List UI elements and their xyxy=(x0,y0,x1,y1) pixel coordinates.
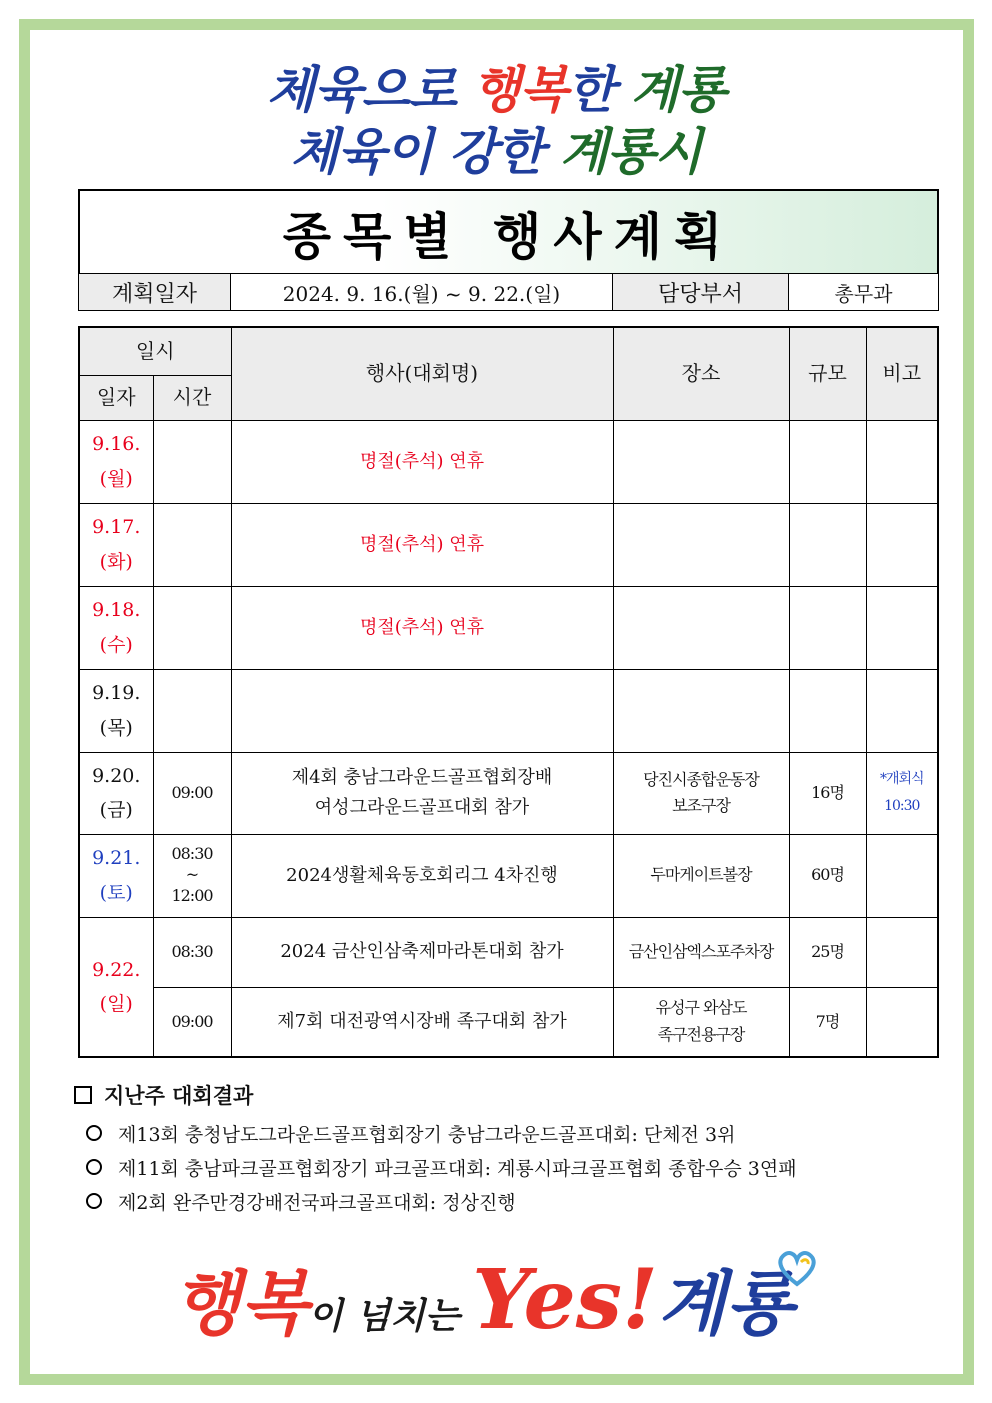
venue-cell xyxy=(613,586,789,669)
slogan-word: 이 강한 xyxy=(384,123,560,181)
venue-cell xyxy=(613,420,789,503)
circle-bullet-icon xyxy=(86,1125,102,1141)
dept-label: 담당부서 xyxy=(613,274,789,311)
circle-bullet-icon xyxy=(86,1193,102,1209)
scale-cell: 60명 xyxy=(789,834,866,917)
result-text: 제11회 충남파크골프협회장기 파크골프대회: 계룡시파크골프협회 종합우승 3연패 xyxy=(118,1157,797,1180)
date-cell xyxy=(79,834,153,917)
date-text: 9.16. xyxy=(92,433,141,456)
time-cell xyxy=(153,669,231,752)
date-text: 9.17. xyxy=(92,516,141,539)
note-cell xyxy=(866,420,938,503)
results-section xyxy=(74,1080,954,1218)
event-cell: 명절(추석) 연휴 xyxy=(231,420,613,503)
checkbox-square-icon xyxy=(74,1086,92,1104)
venue-cell xyxy=(613,752,789,834)
event-cell xyxy=(231,669,613,752)
time-line: ~ xyxy=(185,865,199,885)
event-cell: 2024 금산인삼축제마라톤대회 참가 xyxy=(231,917,613,987)
list-item xyxy=(86,1116,954,1150)
table-row xyxy=(79,834,938,917)
table-row xyxy=(79,752,938,834)
venue-cell xyxy=(613,503,789,586)
date-text: 9.21. xyxy=(92,847,141,870)
footer-logo xyxy=(0,1248,992,1349)
period-label: 계획일자 xyxy=(79,274,231,311)
weekday-text: (목) xyxy=(99,716,133,739)
slogan-word: 계룡시 xyxy=(559,123,702,181)
page-title: 종목별 행사계획 xyxy=(282,207,735,266)
results-heading-text: 지난주 대회결과 xyxy=(104,1084,254,1108)
table-row xyxy=(79,503,938,586)
slogan-word: 한 xyxy=(566,61,631,119)
table-row xyxy=(79,586,938,669)
venue-line: 보조구장 xyxy=(672,796,730,815)
dept-value: 총무과 xyxy=(789,274,939,311)
note-line: 10:30 xyxy=(884,798,920,814)
weekday-text: (금) xyxy=(99,799,133,821)
result-text: 제13회 충청남도그라운드골프협회장기 충남그라운드골프대회: 단체전 3위 xyxy=(118,1123,736,1146)
footer-word: 계룡 xyxy=(657,1263,794,1345)
note-cell xyxy=(866,987,938,1057)
header-venue: 장소 xyxy=(613,327,789,420)
note-cell xyxy=(866,752,938,834)
weekday-text: (월) xyxy=(99,467,133,490)
event-cell: 명절(추석) 연휴 xyxy=(231,503,613,586)
slogan-word: 체육으로 xyxy=(266,61,473,119)
note-cell xyxy=(866,917,938,987)
venue-cell xyxy=(613,987,789,1057)
note-cell xyxy=(866,503,938,586)
event-line: 여성그라운드골프대회 참가 xyxy=(314,797,530,818)
time-cell: 09:00 xyxy=(153,752,231,834)
header-note: 비고 xyxy=(866,327,938,420)
venue-cell xyxy=(613,669,789,752)
weekday-text: (토) xyxy=(99,881,133,904)
slogan-word: 행복 xyxy=(472,61,567,119)
results-heading xyxy=(74,1080,954,1110)
date-text: 9.18. xyxy=(92,599,141,622)
scale-cell: 7명 xyxy=(789,987,866,1057)
period-value: 2024. 9. 16.(월) ~ 9. 22.(일) xyxy=(231,274,613,311)
event-cell: 2024생활체육동호회리그 4차진행 xyxy=(231,834,613,917)
note-cell xyxy=(866,834,938,917)
scale-cell: 16명 xyxy=(789,752,866,834)
event-cell: 제7회 대전광역시장배 족구대회 참가 xyxy=(231,987,613,1057)
slogan-word: 계룡 xyxy=(630,61,726,119)
table-row xyxy=(79,917,938,987)
title-banner xyxy=(78,189,939,274)
date-text: 9.20. xyxy=(92,764,141,787)
slogan-line-2 xyxy=(0,112,992,184)
header-scale: 규모 xyxy=(789,327,866,420)
time-line: 08:30 xyxy=(171,844,213,864)
scale-cell xyxy=(789,420,866,503)
date-text: 9.22. xyxy=(92,958,141,981)
footer-word: Yes! xyxy=(472,1252,658,1348)
scale-cell: 25명 xyxy=(789,917,866,987)
weekday-text: (화) xyxy=(99,550,133,573)
header-date: 일자 xyxy=(79,375,153,420)
table-row xyxy=(79,669,938,752)
venue-line: 유성구 와삼도 xyxy=(655,998,747,1018)
time-cell xyxy=(153,503,231,586)
header-time: 시간 xyxy=(153,375,231,420)
table-row xyxy=(79,987,938,1057)
time-cell xyxy=(153,420,231,503)
venue-cell: 금산인삼엑스포주차장 xyxy=(613,917,789,987)
note-cell xyxy=(866,669,938,752)
venue-line: 당진시종합운동장 xyxy=(643,769,759,789)
date-text: 9.19. xyxy=(92,682,141,705)
venue-line: 족구전용구장 xyxy=(657,1024,745,1044)
schedule-table xyxy=(78,326,939,1058)
time-line: 12:00 xyxy=(171,885,213,905)
header-datetime: 일시 xyxy=(79,327,231,375)
time-cell: 09:00 xyxy=(153,987,231,1057)
scale-cell xyxy=(789,586,866,669)
venue-cell: 두마게이트볼장 xyxy=(613,834,789,917)
weekday-text: (일) xyxy=(99,992,133,1015)
event-cell xyxy=(231,752,613,834)
table-row xyxy=(79,420,938,503)
time-cell xyxy=(153,586,231,669)
event-line: 제4회 충남그라운드골프협회장배 xyxy=(291,767,553,789)
plan-info-table xyxy=(78,273,939,311)
circle-bullet-icon xyxy=(86,1159,102,1175)
heart-icon xyxy=(775,1248,819,1292)
date-cell xyxy=(79,752,153,834)
list-item xyxy=(86,1150,954,1184)
list-item xyxy=(86,1184,954,1218)
weekday-text: (수) xyxy=(99,633,133,656)
date-cell xyxy=(79,917,153,1057)
date-cell xyxy=(79,669,153,752)
time-cell xyxy=(153,834,231,917)
result-text: 제2회 완주만경강배전국파크골프대회: 정상진행 xyxy=(118,1191,516,1214)
scale-cell xyxy=(789,669,866,752)
note-cell xyxy=(866,586,938,669)
footer-word: 이 넘치는 xyxy=(308,1296,473,1337)
date-cell xyxy=(79,420,153,503)
time-cell: 08:30 xyxy=(153,917,231,987)
slogan-word: 체육 xyxy=(290,123,385,181)
scale-cell xyxy=(789,503,866,586)
note-line: *개회식 xyxy=(879,771,924,788)
header-event: 행사(대회명) xyxy=(231,327,613,420)
date-cell xyxy=(79,586,153,669)
footer-word: 행복 xyxy=(172,1263,309,1345)
event-cell: 명절(추석) 연휴 xyxy=(231,586,613,669)
date-cell xyxy=(79,503,153,586)
